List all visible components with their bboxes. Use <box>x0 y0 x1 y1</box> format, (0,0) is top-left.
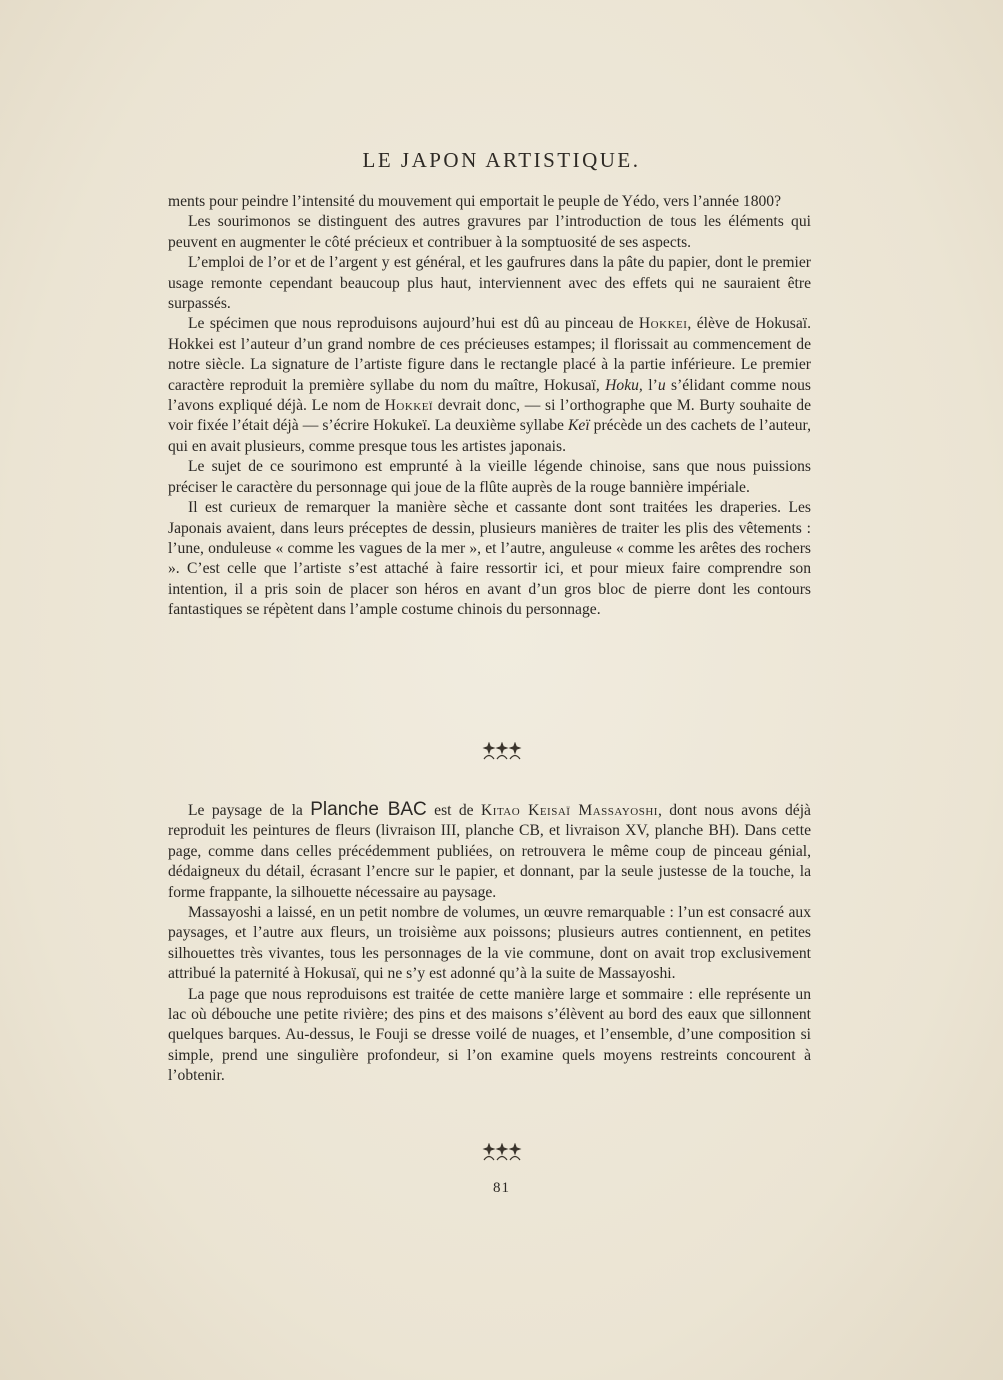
section-two-text <box>168 800 811 1087</box>
text-run: Le spécimen que nous reproduisons aujourd’hui est dû au pinceau de <box>188 315 639 333</box>
text-run: , élève de Hokusaï. Hokkei est l’auteur d’un grand nombre de ces précieuses estampes; il florissait au commencement de notre siècle. La signature de l’artiste figure dans le rectangle placé à la partie inférieure. Le premier caractère reproduit la première syllabe du nom du maître, Hokusaï, <box>168 315 812 394</box>
text-run: est de <box>426 802 482 819</box>
text-run: précède un des cachets de l’auteur, qui en avait plusieurs, comme presque tous les artistes japonais. <box>168 417 811 455</box>
paragraph-2: Les sourimonos se distinguent des autres gravures par l’introduction de tous les éléments qui peuvent en augmenter le côté précieux et contribuer à la somptuosité de ses aspects. <box>168 213 811 251</box>
triple-flower-ornament-icon <box>482 1143 522 1163</box>
text-run: devrait donc, — si l’orthographe que M. Burty souhaite de voir fixée l’était déjà — s’écrire Hokukeï. La deuxième syllabe <box>168 397 812 435</box>
paragraph-5: Le sujet de ce sourimono est emprunté à la vieille légende chinoise, sans que nous puissions préciser le caractère du personnage qui joue de la flûte auprès de la rouge bannière impériale. <box>168 458 811 496</box>
artist-name-massayoshi: Kitao Keisaï Massayoshi <box>481 802 658 819</box>
text-run: l’ <box>642 376 658 394</box>
artist-name-hokkei-2: Hokkeï <box>384 397 434 415</box>
syllable-hoku: Hoku, <box>605 376 643 394</box>
triple-flower-ornament-icon <box>482 742 522 762</box>
paragraph-1: ments pour peindre l’intensité du mouvement qui emportait le peuple de Yédo, vers l’année 1800? <box>168 193 782 210</box>
plate-reference: Planche BAC <box>310 799 427 820</box>
paragraph-3: L’emploi de l’or et de l’argent y est général, et les gaufrures dans la pâte du papier, dont le premier usage remonte cependant beaucoup plus haut, interviennent avec des effets qui ne sauraient être surpassés. <box>168 254 811 313</box>
running-title: LE JAPON ARTISTIQUE. <box>362 148 641 172</box>
text-run: s’élidant comme nous l’avons expliqué déjà. Le nom de <box>168 376 811 415</box>
page-number: 81 <box>493 1180 510 1196</box>
paragraph-8: Massayoshi a laissé, en un petit nombre de volumes, un œuvre remarquable : l’un est consacré aux paysages, et l’autre aux fleurs, un troisième aux poissons; plusieurs autres contiennent, en petites silhouettes très vivantes, tous les personnages de la vie commune, dont on avait trop exclusivement attribué la paternité à Hokusaï, qui ne s’y est adonné qu’à la suite de Massayoshi. <box>168 904 811 983</box>
letter-u: u <box>657 376 666 394</box>
paragraph-9: La page que nous reproduisons est traitée de cette manière large et sommaire : elle représente un lac où débouche une petite rivière; des pins et des maisons s’élèvent au bord des eaux que sillonnent quelques barques. Au-dessus, le Fouji se dresse voilé de nuages, et l’ensemble, d’une composition si simple, prend une singulière profondeur, si l’on examine quels moyens restreints concourent à l’obtenir. <box>168 985 811 1085</box>
section-ornament-1 <box>0 742 1003 767</box>
section-one-text <box>168 192 811 621</box>
artist-name-hokkei: Hokkei <box>638 315 688 333</box>
paragraph-4 <box>168 314 811 457</box>
text-run: , dont nous avons déjà reproduit les peintures de fleurs (livraison III, planche CB, et livraison XV, planche BH). Dans cette page, comme dans celles précédemment publiées, on retrouvera le même coup de pinceau génial, dédaigneux du détail, écrasant l’encre sur le papier, et donnant, par la seule justesse de la touche, la forme frappante, la silhouette nécessaire au paysage. <box>168 802 811 901</box>
paragraph-7 <box>168 800 811 903</box>
text-run: Le paysage de la <box>188 802 311 819</box>
paragraph-6: Il est curieux de remarquer la manière sèche et cassante dont sont traitées les draperies. Les Japonais avaient, dans leurs préceptes de dessin, plusieurs manières de traiter les plis des vêtements : l’une, onduleuse « comme les vagues de la mer », et l’autre, anguleuse « comme les arêtes des rochers ». C’est celle que l’artiste s’est attaché à faire ressortir ici, et pour mieux faire comprendre son intention, il a pris soin de placer son héros en avant d’un gros bloc de pierre dont les contours fantastiques se répètent dans l’ample costume chinois du personnage. <box>168 499 811 619</box>
section-ornament-2 <box>0 1143 1003 1168</box>
syllable-kei: Keï <box>568 417 590 435</box>
